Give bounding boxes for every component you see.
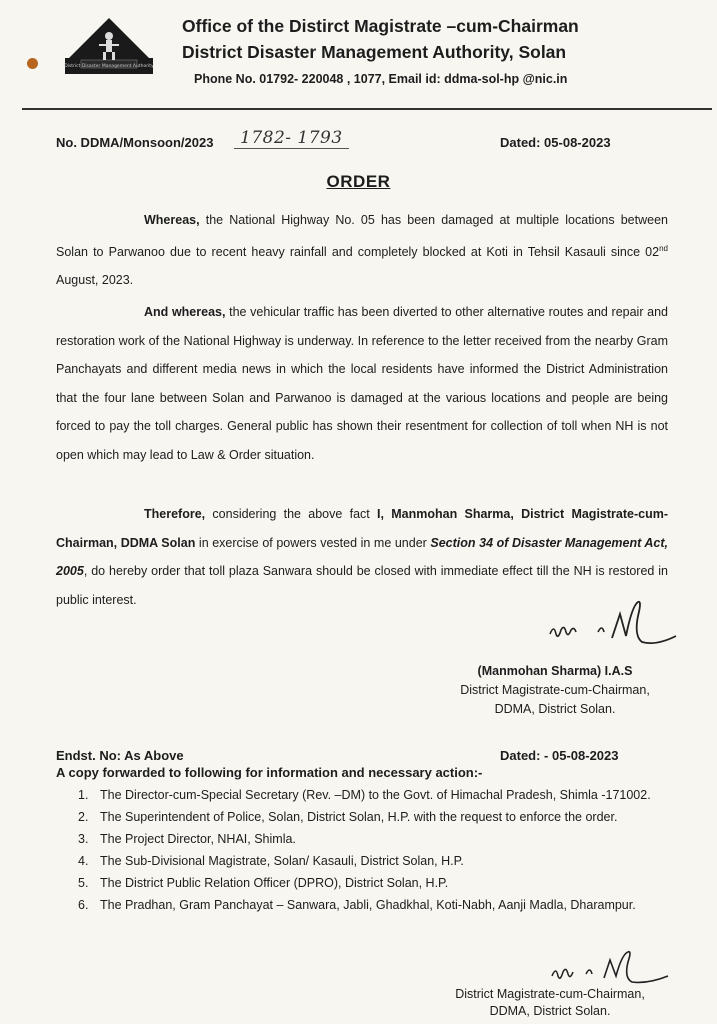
- list-item: 1. The Director-cum-Special Secretary (Rev. –DM) to the Govt. of Himachal Pradesh, Shimla -171002.: [78, 788, 651, 802]
- signer-designation: District Magistrate-cum-Chairman,: [455, 987, 645, 1001]
- endorsement-date: Dated: - 05-08-2023: [500, 748, 619, 763]
- signature-block-2: [420, 986, 680, 1020]
- copy-forwarded-heading: A copy forwarded to following for information and necessary action:-: [56, 765, 483, 780]
- distribution-list: [78, 786, 668, 918]
- letterhead: [182, 14, 702, 88]
- para-section-reference: Section 34 of Disaster Management Act, 2005: [56, 535, 668, 578]
- svg-text:District Disaster Management A: District Disaster Management Authority: [64, 64, 154, 69]
- para-text: the vehicular traffic has been diverted to other alternative routes and repair and restoration work of the National Highway is underway. In reference to the letter received from the nearby Gram Panchayats and different media news in which the local residents have informed the District Administration that the four lane between Solan and Parwanoo is damaged at the various locations and people are being forced to pay the toll charges. General public has shown their resentment for collection of toll when NH is not open which may lead to Law & Order situation.: [56, 305, 668, 462]
- signer-office: DDMA, District Solan.: [489, 1004, 611, 1018]
- reference-line: [56, 128, 656, 154]
- list-item: 5. The District Public Relation Officer (DPRO), District Solan, H.P.: [78, 876, 449, 890]
- endorsement-number: Endst. No: As Above: [56, 748, 184, 763]
- emblem-icon: [57, 14, 161, 76]
- list-item: 4. The Sub-Divisional Magistrate, Solan/ Kasauli, District Solan, H.P.: [78, 854, 464, 868]
- para-lead: Therefore,: [144, 507, 206, 521]
- header-divider: [22, 108, 712, 110]
- list-item: 2. The Superintendent of Police, Solan, District Solan, H.P. with the request to enforce the order.: [78, 810, 618, 824]
- office-title: Office of the Distirct Magistrate –cum-Chairman: [182, 16, 579, 36]
- para-text: considering the above fact: [205, 507, 378, 521]
- para-tail: August, 2023.: [56, 273, 134, 288]
- signature-image-2: [548, 948, 678, 988]
- order-date: Dated: 05-08-2023: [500, 135, 611, 150]
- para-authority: I, Manmohan Sharma, District Magistrate-cum- Chairman, DDMA Solan: [56, 507, 668, 550]
- signer-name: (Manmohan Sharma) I.A.S: [477, 664, 633, 678]
- handwritten-dispatch-number: 1782- 1793: [234, 128, 349, 149]
- signature-image: [546, 596, 686, 656]
- para-text: , do hereby order that toll plaza Sanwara should be closed with immediate effect till the NH is restored in public interest.: [56, 564, 668, 607]
- ddma-logo: [57, 14, 161, 76]
- paragraph-whereas: [56, 206, 668, 295]
- punch-hole: [27, 58, 38, 69]
- para-lead: Whereas,: [144, 213, 200, 227]
- paragraph-and-whereas: [56, 298, 668, 469]
- signer-office: DDMA, District Solan.: [494, 702, 616, 716]
- signature-block: [440, 662, 670, 719]
- signer-designation: District Magistrate-cum-Chairman,: [460, 683, 650, 697]
- contact-line: Phone No. 01792- 220048 , 1077, Email id: ddma-sol-hp @nic.in: [194, 72, 568, 86]
- reference-number: No. DDMA/Monsoon/2023: [56, 135, 214, 150]
- list-item: 6. The Pradhan, Gram Panchayat – Sanwara, Jabli, Ghadkhal, Koti-Nabh, Aanji Madla, Dharampur.: [78, 898, 636, 912]
- para-superscript: nd: [659, 243, 668, 253]
- para-text: in exercise of powers vested in me under: [195, 535, 431, 550]
- authority-title: District Disaster Management Authority, Solan: [182, 42, 567, 62]
- para-text: the National Highway No. 05 has been damaged at multiple locations between Solan to Parwanoo due to recent heavy rainfall and completely blocked at Koti in Tehsil Kasauli since 02: [56, 213, 668, 259]
- order-heading: ORDER: [326, 172, 391, 191]
- page-title: [0, 172, 717, 192]
- para-lead: And whereas,: [144, 305, 226, 319]
- list-item: 3. The Project Director, NHAI, Shimla.: [78, 832, 296, 846]
